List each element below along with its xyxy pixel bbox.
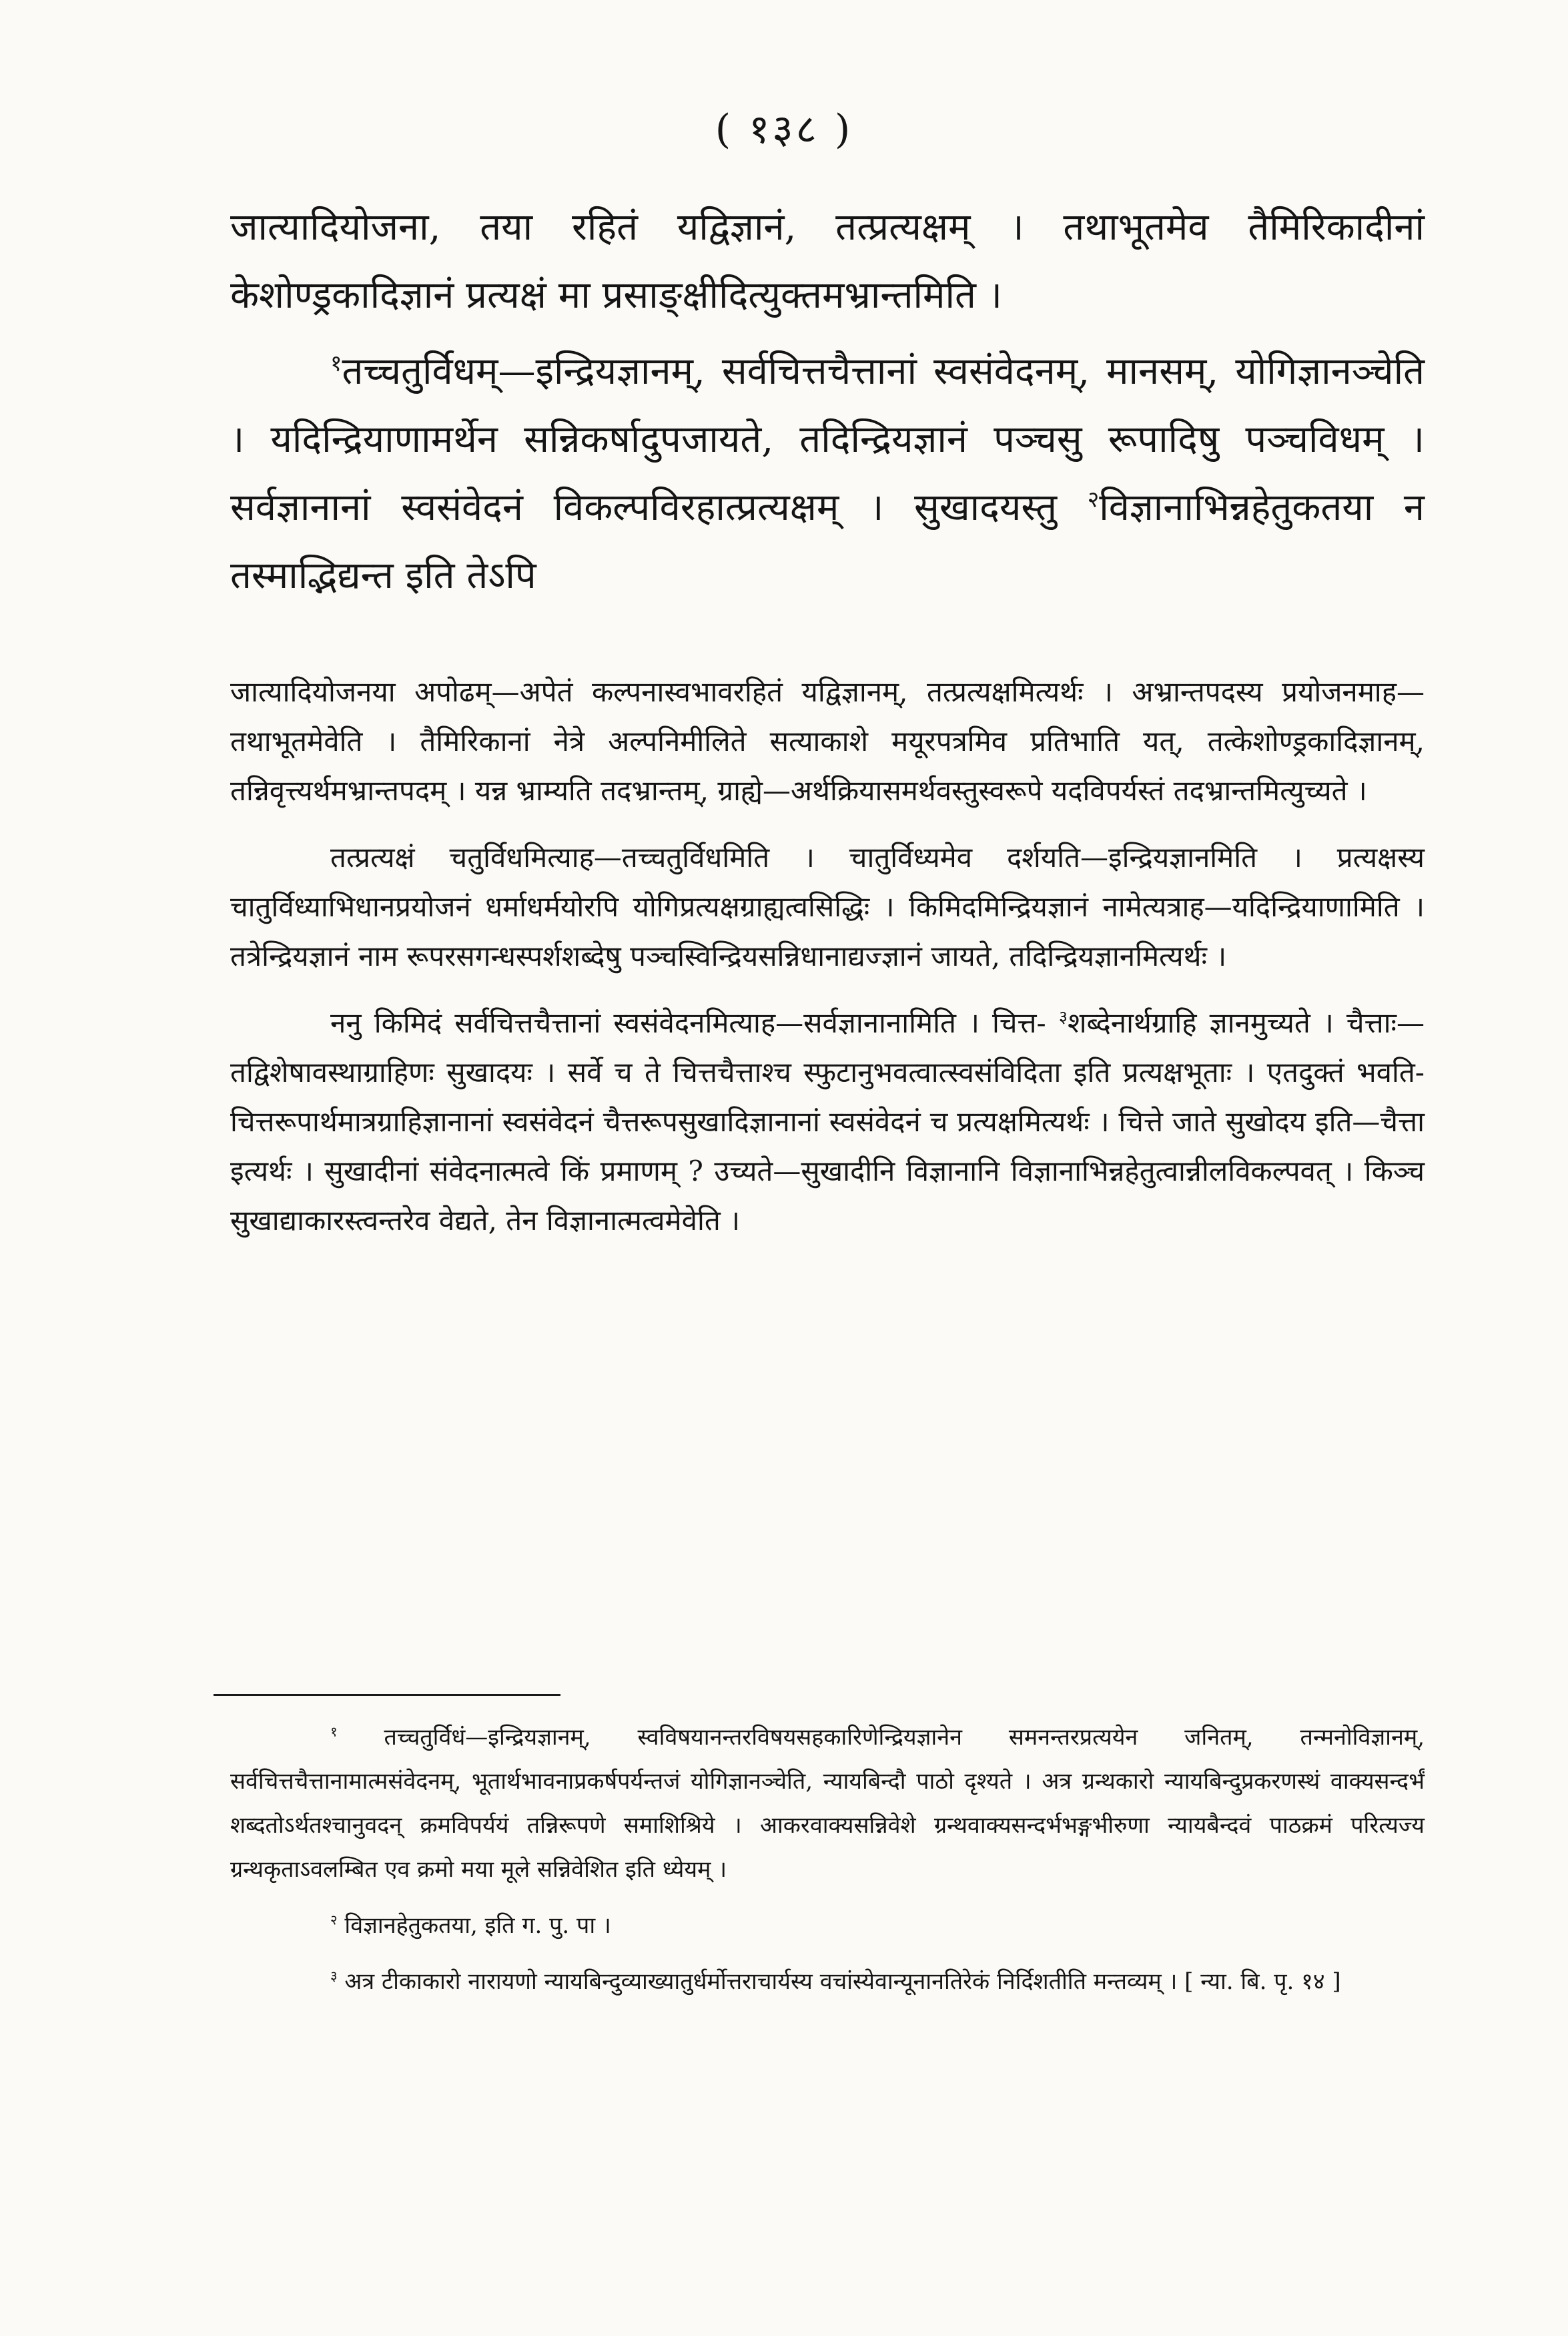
- footnote-marker-3: ३: [1058, 1007, 1068, 1027]
- commentary-paragraph-3-post: शब्देनार्थग्राहि ज्ञानमुच्यते । चैत्ताः—तद्विशेषावस्थाग्राहिणः सुखादयः । सर्वे च ते चित्तचैत्ताश्च स्फुटानुभवत्वात्स्वसंविदिता इति प्रत्यक्षभूताः । एतदुक्तं भवति-चित्तरूपार्थमात्रग्राहिज्ञानानां स्वसंवेदनं चैत्तरूपसुखादिज्ञानानां स्वसंवेदनं च प्रत्यक्षमित्यर्थः । चित्ते जाते सुखोदय इति—चैत्ता इत्यर्थः । सुखादीनां संवेदनात्मत्वे किं प्रमाणम् ? उच्यते—सुखादीनि विज्ञानानि विज्ञानाभिन्नहेतुत्वान्नीलविकल्पवत् । किञ्च सुखाद्याकारस्त्वन्तरेव वेद्यते, तेन विज्ञानात्मत्वमेवेति ।: [230, 1006, 1425, 1237]
- commentary-paragraph-3: [230, 998, 1425, 1245]
- commentary: [230, 667, 1425, 1245]
- footnote-divider: [214, 1694, 560, 1696]
- footnote-2: [230, 1904, 1425, 1948]
- footnote-2-text: विज्ञानहेतुकतया, इति ग. पु. पा ।: [344, 1912, 611, 1939]
- footnote-1-mark: १: [330, 1723, 338, 1740]
- footnote-1-text: तच्चतुर्विधं—इन्द्रियज्ञानम्, स्वविषयानन्तरविषयसहकारिणेन्द्रियज्ञानेन समनन्तरप्रत्ययेन जनितम्, तन्मनोविज्ञानम्, सर्वचित्तचैत्तानामात्मसंवेदनम्, भूतार्थभावनाप्रकर्षपर्यन्तजं योगिज्ञानञ्चेति, न्यायबिन्दौ पाठो दृश्यते । अत्र ग्रन्थकारो न्यायबिन्दुप्रकरणस्थं वाक्यसन्दर्भं शब्दतोऽर्थतश्चानुवदन् क्रमविपर्ययं तन्निरूपणे समाशिश्रिये । आकरवाक्यसन्निवेशे ग्रन्थवाक्यसन्दर्भभङ्गभीरुणा न्यायबैन्दवं पाठक्रमं परित्यज्य ग्रन्थकृताऽवलम्बित एव क्रमो मया मूले सन्निवेशित इति ध्येयम् ।: [230, 1724, 1425, 1883]
- main-paragraph-2: [230, 338, 1425, 610]
- main-paragraph-2-text-cont: विज्ञानाभिन्नहेतुकतया न तस्माद्भिद्यन्त इति तेऽपि: [230, 486, 1425, 597]
- main-paragraph-1: जात्यादियोजना, तया रहितं यद्विज्ञानं, तत्प्रत्यक्षम् । तथाभूतमेव तैमिरिकादीनां केशोण्ड्रकादिज्ञानं प्रत्यक्षं मा प्रसाङ्क्षीदित्युक्तमभ्रान्तमिति ।: [230, 206, 1425, 317]
- page-number: ( १३८ ): [715, 106, 853, 153]
- commentary-paragraph-2: तत्प्रत्यक्षं चतुर्विधमित्याह—तच्चतुर्विधमिति । चातुर्विध्यमेव दर्शयति—इन्द्रियज्ञानमिति । प्रत्यक्षस्य चातुर्विध्याभिधानप्रयोजनं धर्माधर्मयोरपि योगिप्रत्यक्षग्राह्यत्वसिद्धिः । किमिदमिन्द्रियज्ञानं नामेत्यत्राह—यदिन्द्रियाणामिति । तत्रेन्द्रियज्ञानं नाम रूपरसगन्धस्पर्शशब्देषु पञ्चस्विन्द्रियसन्निधानाद्यज्ज्ञानं जायते, तदिन्द्रियज्ञानमित्यर्थः ।: [230, 841, 1425, 972]
- footnote-marker-1: १: [330, 350, 342, 376]
- footnote-3: [230, 1960, 1425, 2004]
- footnote-3-mark: ३: [330, 1968, 338, 1984]
- footnote-2-mark: २: [330, 1912, 338, 1928]
- footnote-marker-2: २: [1087, 486, 1100, 513]
- footnotes: [230, 1715, 1425, 2004]
- footnote-1: [230, 1715, 1425, 1891]
- commentary-paragraph-3-pre: ननु किमिदं सर्वचित्तचैत्तानां स्वसंवेदनमित्याह—सर्वज्ञानानामिति । चित्त-: [330, 1006, 1046, 1039]
- footnote-3-text: अत्र टीकाकारो नारायणो न्यायबिन्दुव्याख्यातुर्धर्मोत्तराचार्यस्य वचांस्येवान्यूनानतिरेकं निर्दिशतीति मन्तव्यम् । [ न्या. बि. पृ. १४ ]: [344, 1968, 1341, 1995]
- main-paragraph-2-text: तच्चतुर्विधम्—इन्द्रियज्ञानम्, सर्वचित्तचैत्तानां स्वसंवेदनम्, मानसम्, योगिज्ञानञ्चेति । यदिन्द्रियाणामर्थेन सन्निकर्षादुपजायते, तदिन्द्रियज्ञानं पञ्चसु रूपादिषु पञ्चविधम् । सर्वज्ञानानां स्वसंवेदनं विकल्पविरहात्प्रत्यक्षम् । सुखादयस्तु: [230, 350, 1425, 529]
- main-text: [230, 194, 1425, 610]
- commentary-paragraph-1: जात्यादियोजनया अपोढम्—अपेतं कल्पनास्वभावरहितं यद्विज्ञानम्, तत्प्रत्यक्षमित्यर्थः । अभ्रान्तपदस्य प्रयोजनमाह—तथाभूतमेवेति । तैमिरिकानां नेत्रे अल्पनिमीलिते सत्याकाशे मयूरपत्रमिव प्रतिभाति यत्, तत्केशोण्ड्रकादिज्ञानम्, तन्निवृत्त्यर्थमभ्रान्तपदम् । यन्न भ्राम्यति तदभ्रान्तम्, ग्राह्ये—अर्थक्रियासमर्थवस्तुस्वरूपे यदविपर्यस्तं तदभ्रान्तमित्युच्यते ।: [230, 675, 1425, 807]
